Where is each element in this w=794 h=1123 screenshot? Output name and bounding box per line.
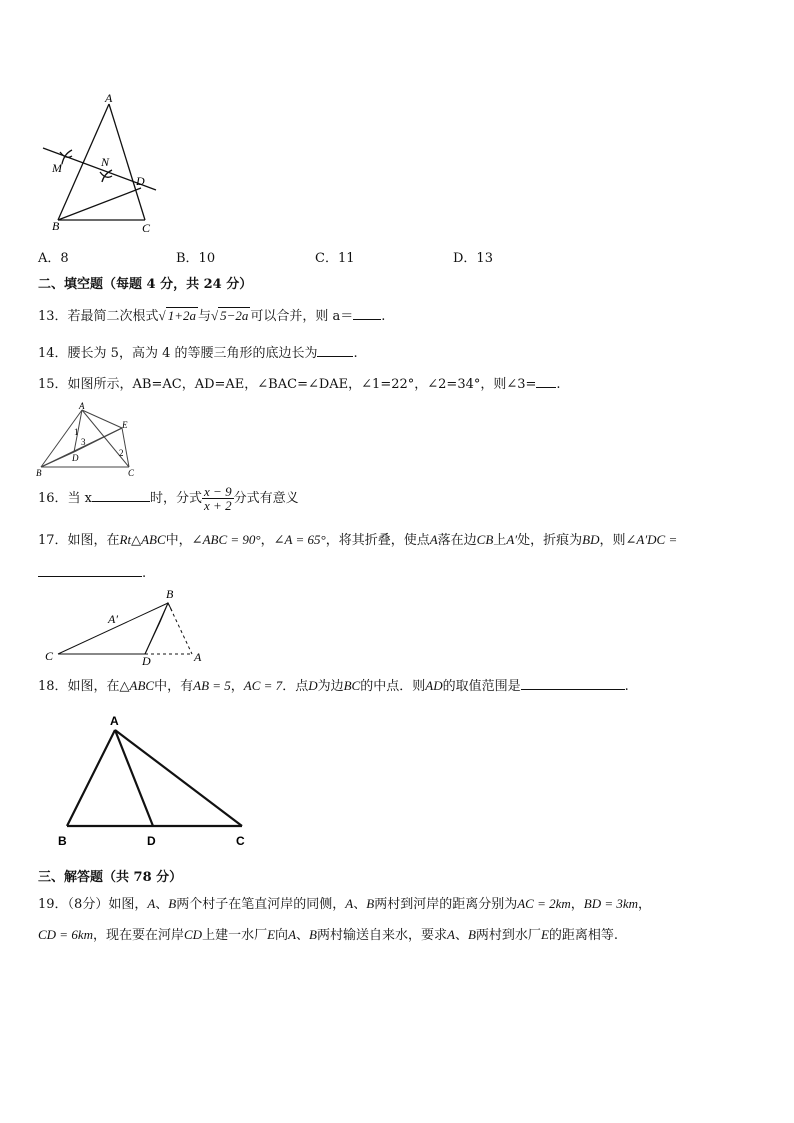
q13-end: .	[381, 309, 386, 324]
fig17-label-d: D	[142, 654, 151, 665]
q16-prefix: 16．当 x	[38, 491, 93, 506]
q12-option-a: A．8	[38, 251, 69, 266]
question-16	[38, 483, 299, 515]
fig15-label-c: C	[128, 468, 135, 478]
fig18-label-d: D	[147, 834, 156, 848]
q18-answer-blank[interactable]	[521, 677, 625, 690]
figure-q18	[52, 708, 257, 853]
question-19-line1: 19．（8分）如图，A、B两个村子在笔直河岸的同侧，A、B两村到河岸的距离分别为AC = 2km，BD = 3km，	[38, 896, 652, 912]
fig17-label-a: A	[194, 650, 202, 664]
fig18-label-a: A	[110, 714, 119, 728]
fig12-label-b: B	[52, 219, 60, 233]
fig15-label-b: B	[36, 468, 42, 478]
q16-answer-blank[interactable]	[92, 489, 150, 502]
q18-ac: AC = 7	[243, 678, 283, 693]
figure-q15	[34, 400, 142, 478]
fig15-label-e: E	[122, 420, 128, 430]
q14-end: .	[353, 346, 358, 361]
q15-text: 15．如图所示，AB=AC，AD=AE，∠BAC=∠DAE，∠1=22°，∠2=34°，则∠3=	[38, 377, 537, 392]
figure-q12	[38, 92, 168, 237]
q12-option-b: B．10	[176, 251, 216, 266]
q17-answer-blank[interactable]	[38, 564, 142, 577]
q16-suffix: 分式有意义	[233, 491, 299, 506]
q14-answer-blank[interactable]	[317, 344, 353, 357]
q17-rt-triangle: Rt△ABC	[119, 532, 166, 547]
q18-triangle: △ABC	[119, 678, 155, 693]
q17-angle-abc: ∠ABC = 90°	[191, 532, 261, 547]
question-14	[38, 344, 358, 362]
q13-radical-2: √ 5−2a	[210, 308, 249, 323]
fig15-label-3: 3	[81, 437, 86, 447]
q17-ask: ∠A′DC =	[625, 532, 678, 547]
fig15-label-d: D	[72, 453, 79, 463]
q17-answer-line: .	[38, 564, 146, 582]
fig17-label-b: B	[166, 587, 174, 601]
q15-answer-blank[interactable]	[536, 375, 556, 388]
fig18-label-b: B	[58, 834, 67, 848]
q15-end: .	[556, 377, 561, 392]
q16-fraction: $\frac{x - 9}{x + 2}$	[204, 484, 232, 513]
question-19-line2: CD = 6km，现在要在河岸CD上建一水厂E向A、B两村输送自来水，要求A、B两村到水厂E的距离相等.	[38, 927, 619, 943]
question-18: 18．如图，在△ABC中，有AB = 5，AC = 7．点D为边BC的中点．则AD的取值范围是 .	[38, 678, 629, 694]
q13-answer-blank[interactable]	[353, 307, 381, 320]
q13-mid: 与	[197, 309, 211, 324]
fig12-label-m: M	[52, 161, 62, 175]
fig15-label-2: 2	[119, 448, 124, 458]
section3-title: 三、解答题（共 78 分）	[38, 870, 183, 885]
fig12-label-d: D	[136, 174, 145, 188]
q17-angle-a: ∠A = 65°	[273, 532, 326, 547]
fig12-label-c: C	[142, 221, 151, 235]
fig15-label-a: A	[79, 401, 85, 411]
q12-option-d: D．13	[453, 251, 493, 266]
fig17-label-aprime: A′	[108, 612, 118, 626]
fig18-label-c: C	[236, 834, 245, 848]
question-17: 17．如图，在Rt△ABC中，∠ABC = 90°，∠A = 65°，将其折叠，使点A落在边CB上A′处，折痕为BD，则∠A′DC =	[38, 532, 678, 548]
q13-prefix: 13．若最简二次根式	[38, 309, 159, 324]
q19-bd: BD = 3km	[583, 896, 639, 911]
fig15-label-1: 1	[74, 427, 79, 437]
fig12-label-n: N	[101, 155, 110, 169]
q16-mid: 时，分式	[150, 491, 203, 506]
q18-ab: AB = 5	[193, 678, 231, 693]
question-15	[38, 375, 561, 393]
figure-q17	[40, 585, 215, 665]
fig12-label-a: A	[105, 92, 113, 105]
question-13	[38, 307, 385, 325]
q19-cd: CD = 6km	[38, 927, 93, 942]
q13-radical-1: √ 1+2a	[158, 308, 196, 323]
fig17-label-c: C	[45, 649, 54, 663]
q12-option-c: C．11	[315, 251, 355, 266]
q19-ac: AC = 2km	[517, 896, 571, 911]
q13-suffix: 可以合并，则 a＝	[250, 309, 354, 324]
q14-text: 14．腰长为 5，高为 4 的等腰三角形的底边长为	[38, 346, 318, 361]
section2-title: 二、填空题（每题 4 分，共 24 分）	[38, 277, 253, 292]
